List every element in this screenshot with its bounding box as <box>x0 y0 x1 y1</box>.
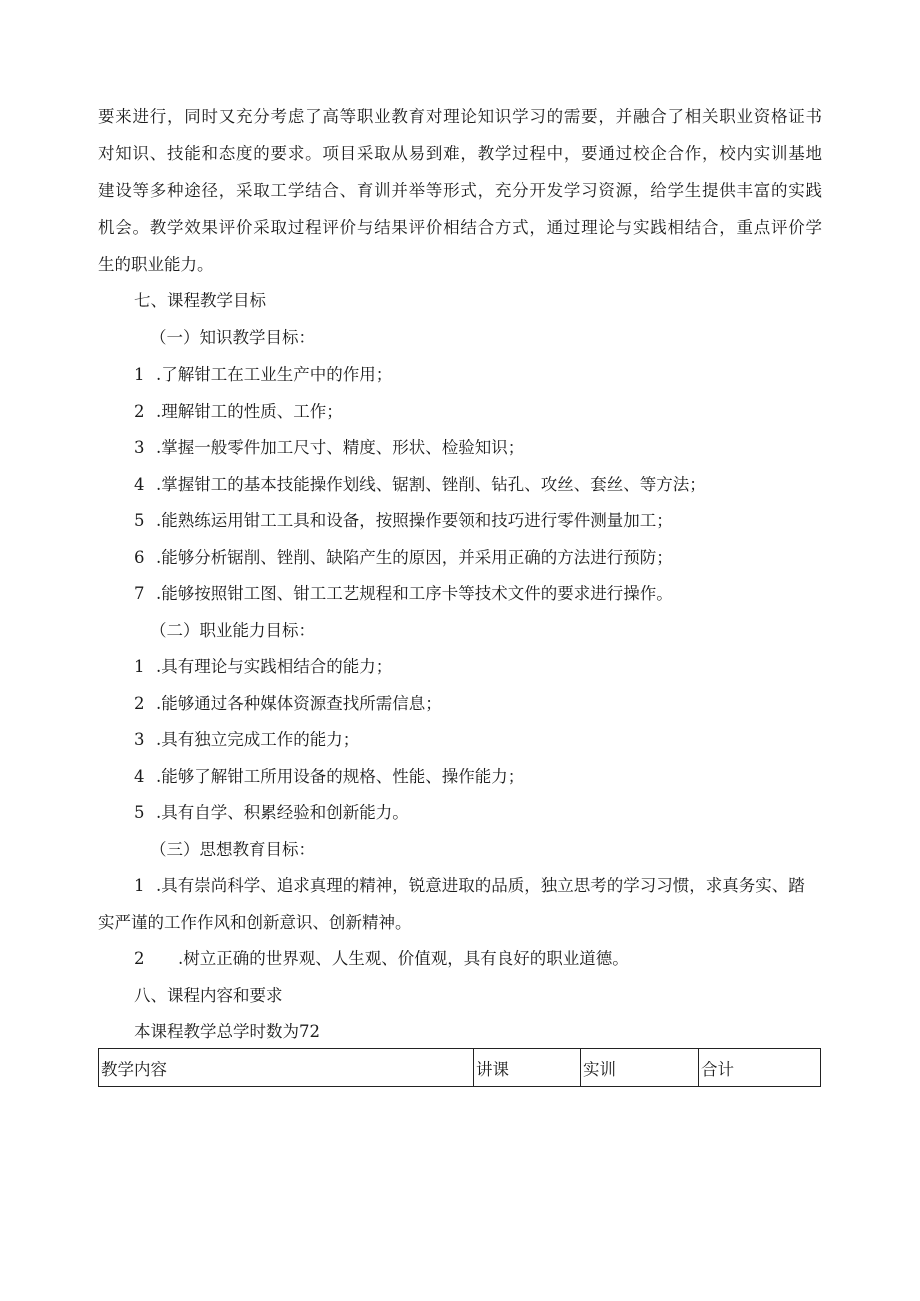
course-hours-table <box>98 1048 821 1087</box>
list-item: 3 .掌握一般零件加工尺寸、精度、形状、检验知识； <box>134 438 525 457</box>
header-cell-practice: 实训 <box>581 1049 699 1087</box>
list-item: 5 .能熟练运用钳工工具和设备，按照操作要领和技巧进行零件测量加工； <box>134 511 673 530</box>
list-item: 6 .能够分析锯削、锉削、缺陷产生的原因，并采用正确的方法进行预防； <box>134 548 673 567</box>
section-heading-7: 七、课程教学目标 <box>134 291 266 310</box>
section-heading-8: 八、课程内容和要求 <box>134 986 283 1005</box>
list-item: 4 .能够了解钳工所用设备的规格、性能、操作能力； <box>134 767 525 786</box>
ability-goals-title: （二）职业能力目标： <box>150 621 315 640</box>
list-item: 4 .掌握钳工的基本技能操作划线、锯割、锉削、钻孔、攻丝、套丝、等方法； <box>134 475 706 494</box>
list-item: 2 .理解钳工的性质、工作； <box>134 402 343 421</box>
paragraph-line: 建设等多种途径，采取工学结合、育训并举等形式，充分开发学习资源，给学生提供丰富的实践 <box>98 181 822 200</box>
list-item: 1 .具有理论与实践相结合的能力； <box>134 657 393 676</box>
list-item: 2 .能够通过各种媒体资源查找所需信息； <box>134 694 442 713</box>
list-item: 5 .具有自学、积累经验和创新能力。 <box>134 803 409 822</box>
list-item-continuation: 实严谨的工作作风和创新意识、创新精神。 <box>98 913 412 932</box>
header-cell-content: 教学内容 <box>99 1049 474 1087</box>
list-item: 2 .树立正确的世界观、人生观、价值观，具有良好的职业道德。 <box>134 949 629 968</box>
list-item: 1 .了解钳工在工业生产中的作用； <box>134 365 393 384</box>
paragraph-line: 生的职业能力。 <box>98 255 214 274</box>
header-cell-lecture: 讲课 <box>474 1049 581 1087</box>
total-hours-text: 本课程教学总学时数为72 <box>134 1022 320 1041</box>
ideology-goals-title: （三）思想教育目标： <box>150 840 315 859</box>
table-header-row <box>99 1049 821 1087</box>
list-item: 7 .能够按照钳工图、钳工工艺规程和工序卡等技术文件的要求进行操作。 <box>134 584 673 603</box>
knowledge-goals-title: （一）知识教学目标： <box>150 328 315 347</box>
header-cell-total: 合计 <box>699 1049 821 1087</box>
paragraph-line: 要来进行，同时又充分考虑了高等职业教育对理论知识学习的需要，并融合了相关职业资格证书 <box>98 107 822 126</box>
list-item: 1 .具有崇尚科学、追求真理的精神，锐意进取的品质，独立思考的学习习惯，求真务实、踏 <box>134 876 805 895</box>
list-item: 3 .具有独立完成工作的能力； <box>134 730 360 749</box>
paragraph-line: 机会。教学效果评价采取过程评价与结果评价相结合方式，通过理论与实践相结合，重点评价学 <box>98 218 822 237</box>
paragraph-line: 对知识、技能和态度的要求。项目采取从易到难，教学过程中，要通过校企合作，校内实训基地 <box>98 144 822 163</box>
